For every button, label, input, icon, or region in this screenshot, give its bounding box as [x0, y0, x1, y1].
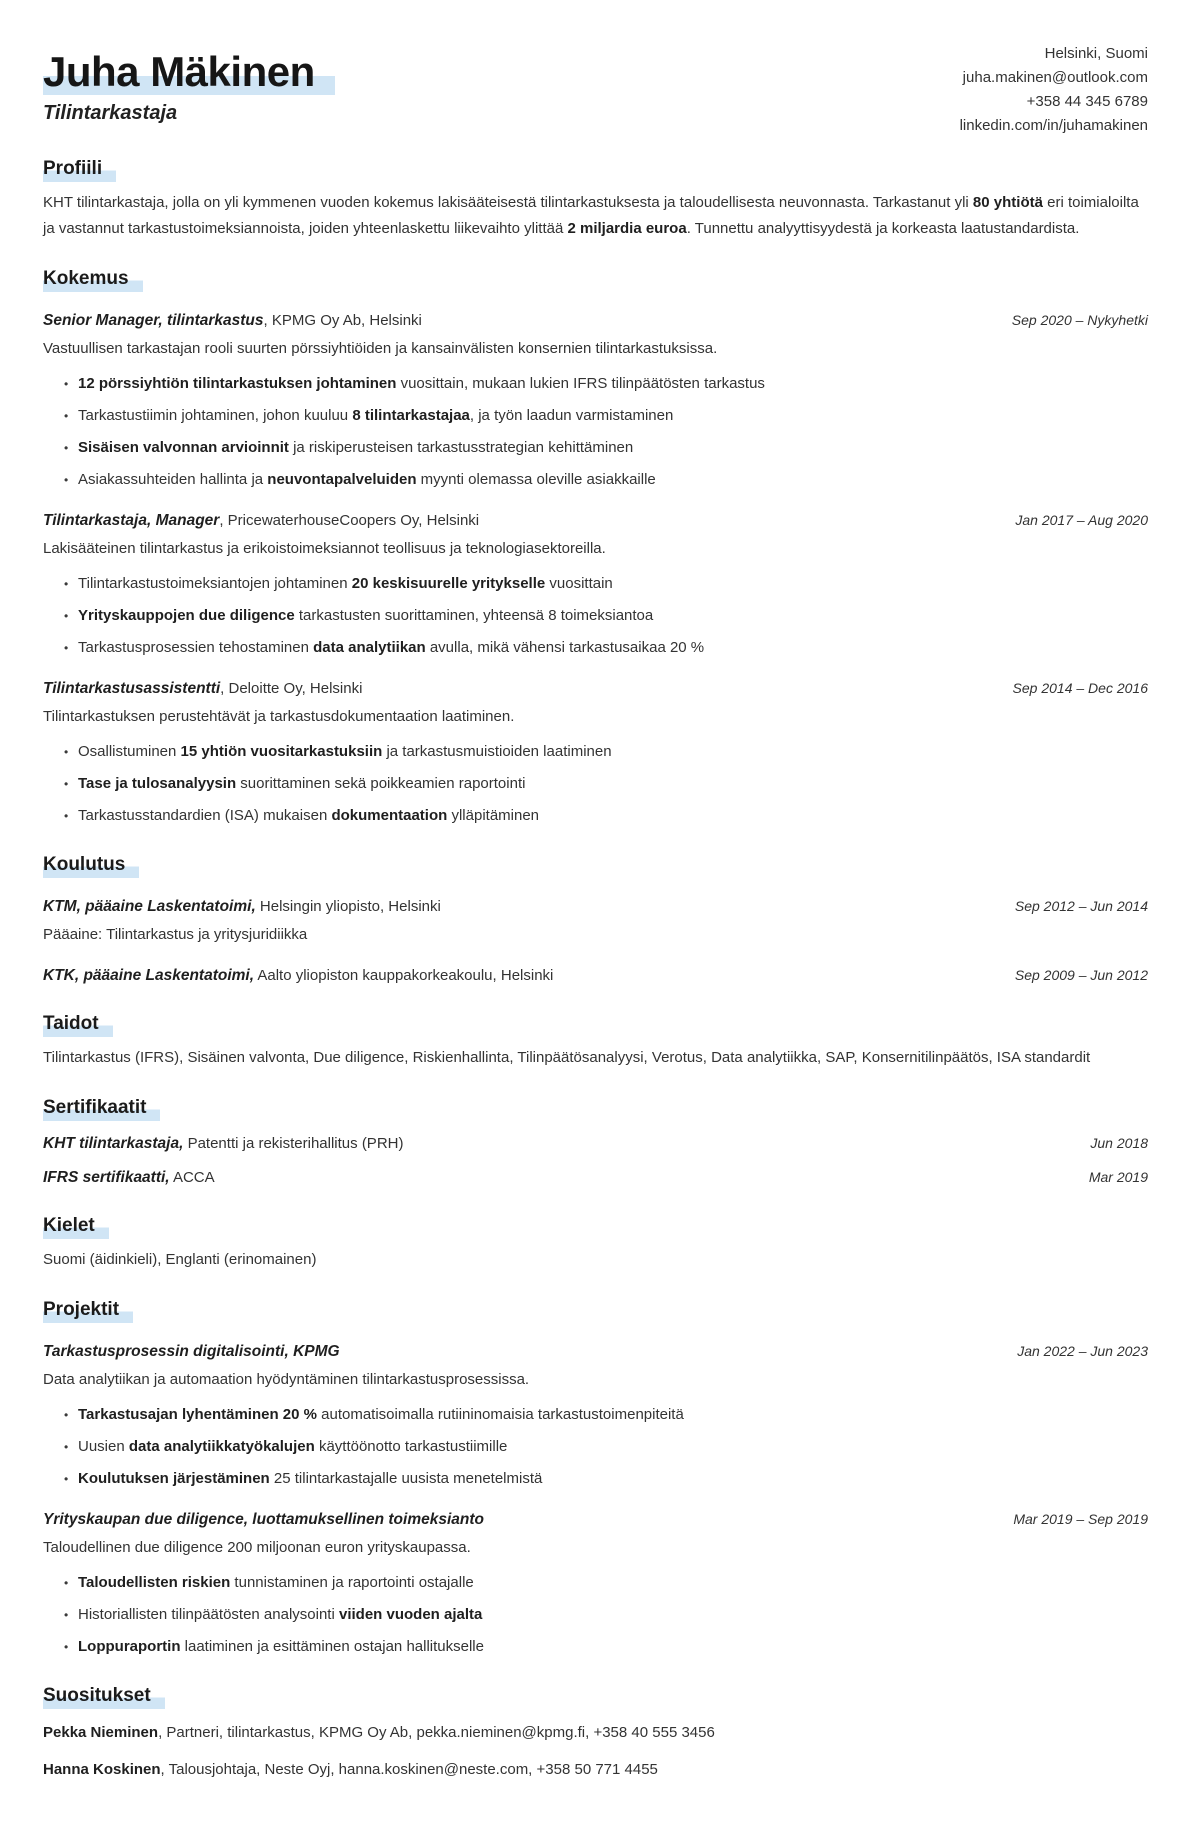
entry-date: Sep 2012 – Jun 2014 [1014, 898, 1148, 914]
entry-title: Tilintarkastaja, Manager [43, 512, 220, 529]
bullet-marker: • [64, 441, 69, 455]
contact-linkedin: linkedin.com/in/juhamakinen [959, 117, 1148, 134]
bullet-item: • Tarkastusajan lyhentäminen 20 % automatisoimalla rutiininomaisia tarkastustoimenpiteitä [43, 1403, 1148, 1427]
entry-head [43, 1166, 1148, 1189]
bullet-marker: • [64, 473, 69, 487]
bullet-marker: • [64, 1440, 69, 1454]
degree-major: Pääaine: Tilintarkastus ja yritysjuridiikka [43, 926, 308, 943]
section-certifications [43, 1095, 1148, 1189]
certification-entry [43, 1132, 1148, 1155]
bullet-marker: • [64, 609, 69, 623]
certification-title: IFRS sertifikaatti, [43, 1169, 170, 1186]
entry-title-line [43, 895, 441, 918]
project-entry [43, 1508, 1148, 1659]
entry-description: Data analytiikan ja automaation hyödyntäminen tilintarkastusprosessissa. [43, 1371, 530, 1388]
entry-title-line [43, 1340, 340, 1363]
bullet-item: • Tase ja tulosanalyysin suorittaminen sekä poikkeamien raportointi [43, 772, 1148, 796]
entry-head [43, 677, 1148, 700]
entry-description: Tilintarkastuksen perustehtävät ja tarkastusdokumentaation laatiminen. [43, 708, 515, 725]
bullet-list [43, 372, 1148, 492]
reference-entry [43, 1720, 1148, 1746]
school-name: Helsingin yliopisto, Helsinki [255, 898, 441, 915]
bullet-item: • Tarkastusstandardien (ISA) mukaisen dokumentaation ylläpitäminen [43, 804, 1148, 828]
entry-title: Tilintarkastusassistentti [43, 680, 221, 697]
bullet-marker: • [64, 1408, 69, 1422]
bullet-list [43, 1403, 1148, 1491]
entry-title-line [43, 677, 362, 700]
certification-issuer: ACCA [169, 1169, 215, 1186]
project-entry [43, 1340, 1148, 1491]
section-experience [43, 266, 1148, 828]
bullet-marker: • [64, 409, 69, 423]
entry-head [43, 964, 1148, 987]
entry-head [43, 1132, 1148, 1155]
entry-title-line [43, 309, 422, 332]
bullet-item: • 12 pörssiyhtiön tilintarkastuksen johtaminen vuosittain, mukaan lukien IFRS tilinpäätösten tarkastus [43, 372, 1148, 396]
entry-date: Sep 2009 – Jun 2012 [1014, 967, 1148, 983]
bullet-item: • Tarkastustiimin johtaminen, johon kuuluu 8 tilintarkastajaa, ja työn laadun varmistaminen [43, 404, 1148, 428]
entry-title-line [43, 1132, 403, 1155]
bullet-marker: • [64, 745, 69, 759]
entry-date: Jan 2017 – Aug 2020 [1015, 512, 1148, 528]
section-heading-projects: Projektit [43, 1297, 133, 1323]
bullet-marker: • [64, 1576, 69, 1590]
experience-entry [43, 509, 1148, 660]
bullet-marker: • [64, 809, 69, 823]
bullet-list [43, 740, 1148, 828]
project-title: Tarkastusprosessin digitalisointi, KPMG [43, 1343, 340, 1360]
bullet-item: • Tarkastusprosessien tehostaminen data analytiikan avulla, mikä vähensi tarkastusaikaa 20 % [43, 636, 1148, 660]
entry-date: Sep 2020 – Nykyhetki [1011, 312, 1148, 328]
entry-title-line [43, 1508, 484, 1531]
bullet-item: • Yrityskauppojen due diligence tarkastusten suorittaminen, yhteensä 8 toimeksiantoa [43, 604, 1148, 628]
experience-entry [43, 677, 1148, 828]
project-title: Yrityskaupan due diligence, luottamuksellinen toimeksianto [43, 1511, 484, 1528]
section-heading-education: Koulutus [43, 852, 139, 878]
skills-list: Tilintarkastus (IFRS), Sisäinen valvonta, Due diligence, Riskienhallinta, Tilinpäätösanalyysi, Verotus, Data analytiikka, SAP, Konsernitilinpäätös, ISA standardit [43, 1049, 1091, 1066]
entry-date: Mar 2019 [1088, 1169, 1148, 1185]
entry-date: Jun 2018 [1090, 1135, 1148, 1151]
certification-title: KHT tilintarkastaja, [43, 1135, 184, 1152]
header [43, 36, 1148, 138]
section-heading-skills: Taidot [43, 1011, 113, 1037]
bullet-item: • Tilintarkastustoimeksiantojen johtaminen 20 keskisuurelle yritykselle vuosittain [43, 572, 1148, 596]
section-education [43, 852, 1148, 987]
degree-title: KTM, pääaine Laskentatoimi, [43, 898, 256, 915]
section-projects [43, 1297, 1148, 1659]
contact-email: juha.makinen@outlook.com [962, 69, 1148, 86]
entry-head [43, 509, 1148, 532]
bullet-marker: • [64, 1472, 69, 1486]
entry-description: Lakisääteinen tilintarkastus ja erikoistoimeksiannot teollisuus ja teknologiasektoreilla. [43, 540, 606, 557]
bullet-item: • Koulutuksen järjestäminen 25 tilintarkastajalle uusista menetelmistä [43, 1467, 1148, 1491]
education-entry [43, 964, 1148, 987]
section-languages [43, 1213, 1148, 1273]
entry-title-line [43, 509, 479, 532]
bullet-marker: • [64, 777, 69, 791]
entry-date: Mar 2019 – Sep 2019 [1013, 1511, 1148, 1527]
entry-company: , Deloitte Oy, Helsinki [220, 680, 363, 697]
experience-entry [43, 309, 1148, 492]
bullet-item: • Uusien data analytiikkatyökalujen käyttöönotto tarkastustiimille [43, 1435, 1148, 1459]
reference-line: Hanna Koskinen, Talousjohtaja, Neste Oyj, hanna.koskinen@neste.com, +358 50 771 4455 [43, 1761, 658, 1778]
bullet-item: • Asiakassuhteiden hallinta ja neuvontapalveluiden myynti olemassa oleville asiakkaille [43, 468, 1148, 492]
entry-date: Jan 2022 – Jun 2023 [1017, 1343, 1148, 1359]
section-skills [43, 1011, 1148, 1071]
bullet-item: • Loppuraportin laatiminen ja esittäminen ostajan hallitukselle [43, 1635, 1148, 1659]
section-heading-profile: Profiili [43, 156, 116, 182]
bullet-list [43, 572, 1148, 660]
name-block [43, 48, 335, 125]
contact-block [960, 36, 1148, 138]
bullet-item: • Osallistuminen 15 yhtiön vuositarkastuksiin ja tarkastusmuistioiden laatiminen [43, 740, 1148, 764]
school-name: Aalto yliopiston kauppakorkeakoulu, Helsinki [254, 967, 554, 984]
entry-title-line [43, 1166, 215, 1189]
bullet-marker: • [64, 641, 69, 655]
entry-title: Senior Manager, tilintarkastus [43, 312, 264, 329]
bullet-item: • Historiallisten tilinpäätösten analysointi viiden vuoden ajalta [43, 1603, 1148, 1627]
education-entry [43, 895, 1148, 947]
languages-list: Suomi (äidinkieli), Englanti (erinomainen) [43, 1251, 317, 1268]
bullet-item: • Sisäisen valvonnan arvioinnit ja riskiperusteisen tarkastusstrategian kehittäminen [43, 436, 1148, 460]
entry-head [43, 895, 1148, 918]
entry-title-line [43, 964, 553, 987]
reference-entry [43, 1757, 1148, 1783]
section-heading-languages: Kielet [43, 1213, 109, 1239]
bullet-marker: • [64, 377, 69, 391]
section-references [43, 1683, 1148, 1783]
entry-company: , KPMG Oy Ab, Helsinki [263, 312, 422, 329]
bullet-marker: • [64, 1640, 69, 1654]
certification-issuer: Patentti ja rekisterihallitus (PRH) [183, 1135, 404, 1152]
section-heading-certifications: Sertifikaatit [43, 1095, 160, 1121]
reference-line: Pekka Nieminen, Partneri, tilintarkastus, KPMG Oy Ab, pekka.nieminen@kpmg.fi, +358 40 555 3456 [43, 1724, 715, 1741]
certification-entry [43, 1166, 1148, 1189]
profile-text: KHT tilintarkastaja, jolla on yli kymmenen vuoden kokemus lakisääteisestä tilintarkastuksesta ja taloudellisesta neuvonnasta. Tarkastanut yli 80 yhtiötä eri toimialoilta ja vastannut tarkastustoimeksiannoista, joiden yhteenlaskettu liikevaihto ylittää 2 miljardia euroa. Tunnettu analyyttisyydestä ja korkeasta laatustandardista. [43, 194, 1139, 237]
entry-description: Vastuullisen tarkastajan rooli suurten pörssiyhtiöiden ja kansainvälisten konsernien tilintarkastuksissa. [43, 340, 718, 357]
person-job-title: Tilintarkastaja [43, 102, 178, 125]
entry-description: Taloudellinen due diligence 200 miljoonan euron yrityskaupassa. [43, 1539, 471, 1556]
entry-head [43, 309, 1148, 332]
entry-date: Sep 2014 – Dec 2016 [1012, 680, 1148, 696]
entry-company: , PricewaterhouseCoopers Oy, Helsinki [219, 512, 480, 529]
bullet-list [43, 1571, 1148, 1659]
section-heading-experience: Kokemus [43, 266, 143, 292]
bullet-marker: • [64, 577, 69, 591]
bullet-marker: • [64, 1608, 69, 1622]
section-profile [43, 156, 1148, 242]
person-name: Juha Mäkinen [43, 48, 335, 95]
contact-phone: +358 44 345 6789 [1026, 93, 1148, 110]
entry-head [43, 1508, 1148, 1531]
bullet-item: • Taloudellisten riskien tunnistaminen ja raportointi ostajalle [43, 1571, 1148, 1595]
section-heading-references: Suositukset [43, 1683, 165, 1709]
entry-head [43, 1340, 1148, 1363]
contact-location: Helsinki, Suomi [1044, 45, 1148, 62]
degree-title: KTK, pääaine Laskentatoimi, [43, 967, 255, 984]
